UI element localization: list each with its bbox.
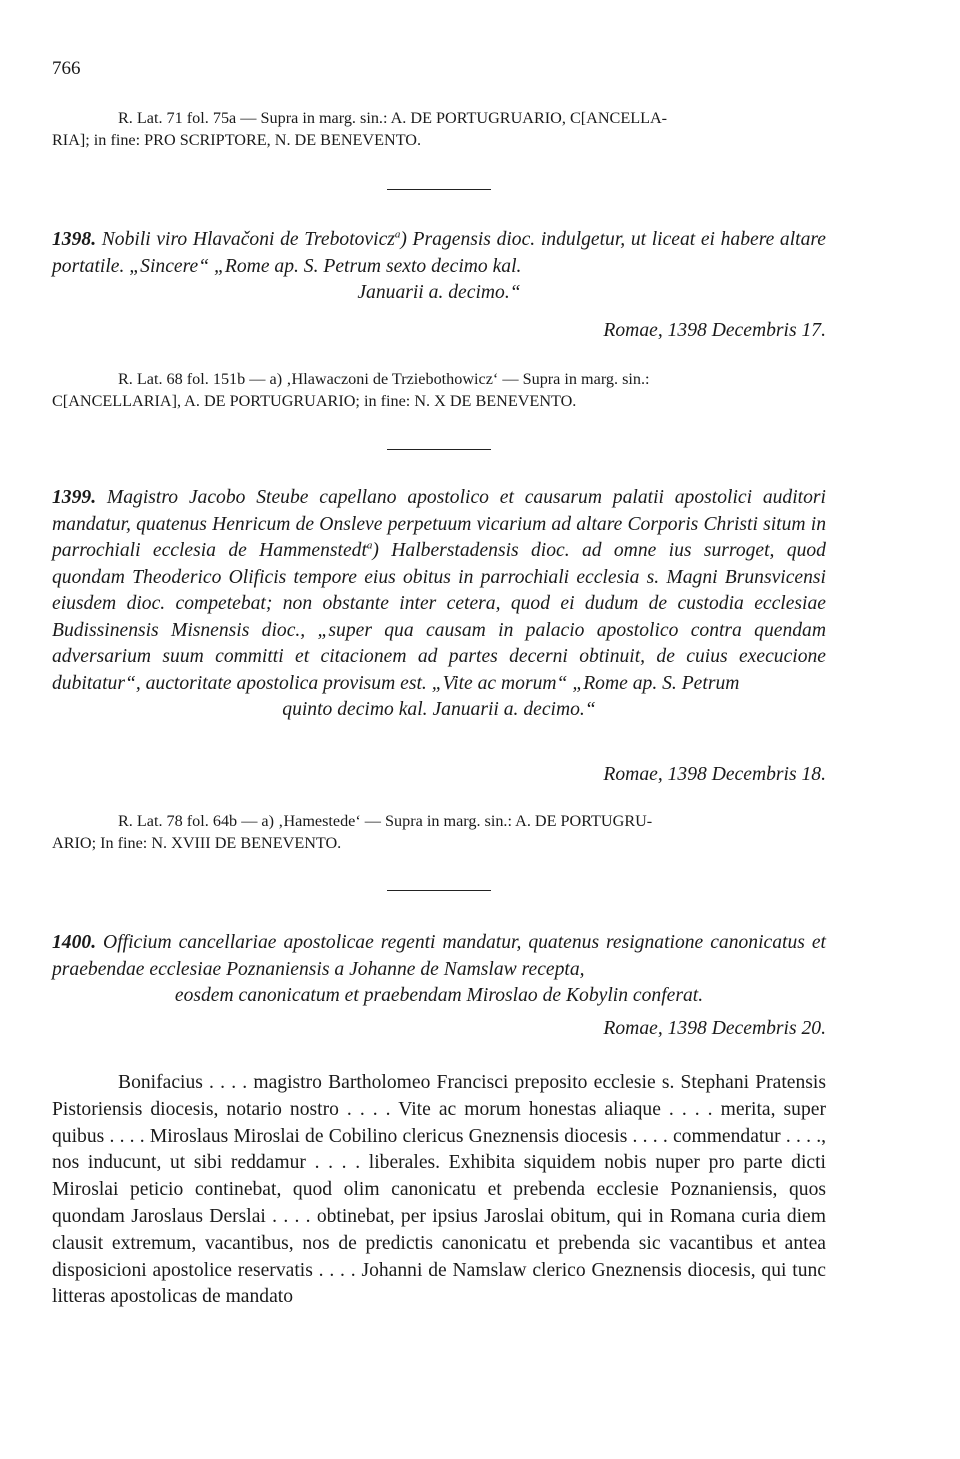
entry-number: 1399. — [52, 487, 97, 508]
entry-centered-line: quinto decimo kal. Januarii a. decimo.“ — [282, 699, 596, 720]
note-1397 — [52, 107, 826, 151]
entry-1400 — [52, 930, 826, 1010]
separator-rule — [387, 449, 491, 450]
note-line1: R. Lat. 68 fol. 151b — a) ‚Hlawaczoni de Trziebothowicz‘ — Supra in marg. sin.: — [118, 370, 650, 388]
note-1398 — [52, 368, 826, 412]
entry-date: Romae, 1398 Decembris 17. — [603, 320, 826, 341]
entry-1398 — [52, 227, 826, 307]
entry-date: Romae, 1398 Decembris 20. — [603, 1018, 826, 1039]
entry-1399 — [52, 485, 826, 724]
note-1397-line2: RIA]; in fine: PRO SCRIPTORE, N. DE BENEVENTO. — [52, 131, 422, 149]
entry-text: Nobili viro Hlavačoni de Trebotovicz — [101, 229, 395, 250]
entry-text: Officium cancellariae apostolicae regenti mandatur, quatenus resignatione canonicatus et praebendae ecclesiae Poznaniensis a Johanne de Namslaw recepta, — [52, 932, 826, 980]
note-line1: R. Lat. 78 fol. 64b — a) ‚Hamestede‘ — Supra in marg. sin.: A. DE PORTUGRU- — [118, 812, 653, 830]
note-line2: ARIO; In fine: N. XVIII DE BENEVENTO. — [52, 834, 342, 852]
letter-paragraph: Bonifacius . . . . magistro Bartholomeo Francisci preposito ecclesie s. Stephani Pratensis Pistoriensis diocesis, notario nostro . . . . Vite ac morum honestas aliaque . . . . merita, super quibus . . . . Miroslaus Miroslai de Cobilino clericus Gneznensis diocesis . . . . commendatur . . . ., nos inducunt, ut sibi reddamur . . . . liberales. Exhibita siquidem nobis nuper pro parte dicti Miroslai peticio continebat, quod olim canonicatu et prebenda ecclesie Poznaniensis, quos quondam Jaroslaus Derslai . . . . obtinebat, per ipsius Jaroslai obitum, qui in Romana curia diem clausit extremum, vacantibus, nos de predictis canonicatu et prebenda sic vacantibus et antea disposicioni apostolice reservatis . . . . Johanni de Namslaw clerico Gneznensis diocesis, qui tunc litteras apostolicas de mandato — [52, 1072, 826, 1308]
entry-text: Magistro Jacobo Steube capellano apostolico et causarum palatii apostolici auditori mandatur, quatenus Henricum de Onsleve perpetuum vicarium ad altare Corporis Christi situm in parrochiali ecclesia de Hammenstedt — [52, 487, 826, 561]
footnote-mark: a — [394, 228, 401, 241]
note-line2: C[ANCELLARIA], A. DE PORTUGRUARIO; in fine: N. X DE BENEVENTO. — [52, 392, 577, 410]
separator-rule — [387, 890, 491, 891]
separator-rule — [387, 189, 491, 190]
entry-centered-line: eosdem canonicatum et praebendam Miroslao de Kobylin conferat. — [174, 985, 704, 1006]
entry-number: 1400. — [52, 932, 97, 953]
entry-centered-line: Januarii a. decimo.“ — [357, 282, 521, 303]
page-number: 766 — [52, 58, 81, 79]
entry-text-cont: ) Halberstadensis dioc. ad omne ius surroget, quod quondam Theoderico Olificis tempore eius obitus in parrochiali ecclesia s. Magni Brunsvicensi eiusdem dioc. competebat; non obstante inter cetera, quod ei dudum de custodia ecclesiae Budissinensis Misnensis dioc., „super qua causam in palacio apostolico contra quendam adversarium suum committi et citacionem ad partes decerni obtinuit, de cuius execucione dubitatur“, auctoritate apostolica provisum est. „Vite ac morum“ „Rome ap. S. Petrum — [52, 540, 826, 694]
entry-date: Romae, 1398 Decembris 18. — [603, 764, 826, 785]
footnote-mark: a — [366, 539, 373, 552]
letter-body — [52, 1070, 826, 1311]
entry-number: 1398. — [52, 229, 97, 250]
note-1397-line1: R. Lat. 71 fol. 75a — Supra in marg. sin.: A. DE PORTUGRUARIO, C[ANCELLA- — [118, 109, 668, 127]
note-1399 — [52, 810, 826, 854]
entry-text-cont: ) Pragensis dioc. indulgetur, ut liceat ei habere altare portatile. „Sincere“ „Rome ap. S. Petrum sexto decimo kal. — [52, 229, 826, 277]
